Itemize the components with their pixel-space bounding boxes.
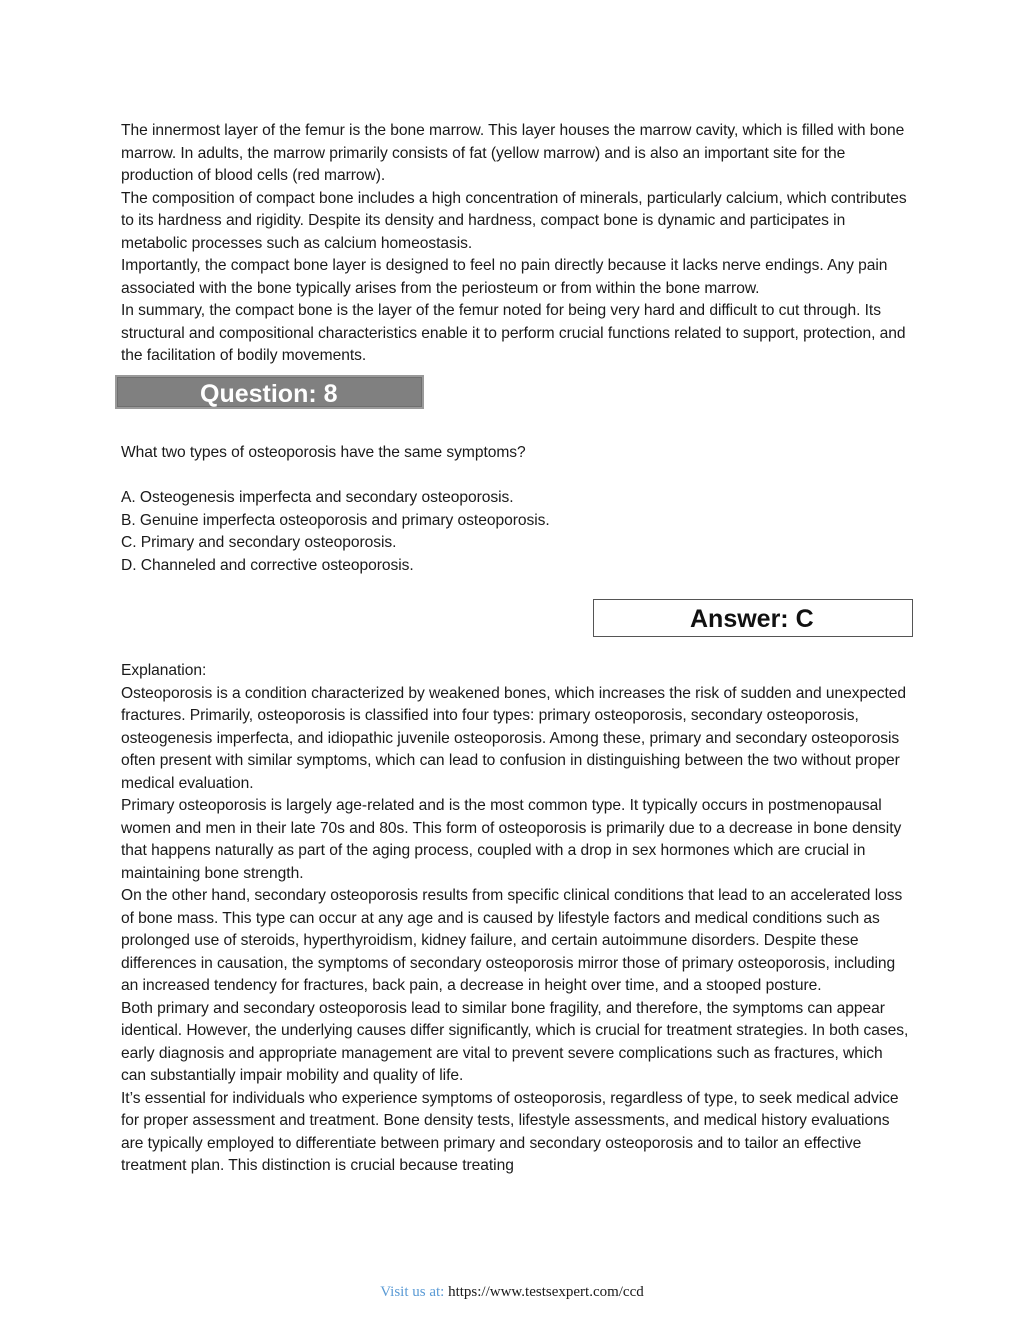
option-c: C. Primary and secondary osteoporosis. — [121, 534, 397, 551]
footer-url-link[interactable]: https://www.testsexpert.com/ccd — [448, 1284, 644, 1300]
explanation-paragraph: Both primary and secondary osteoporosis lead to similar bone fragility, and therefore, the symptoms can appear identical. However, the underlying causes differ significantly, which is crucial for treatment strategies. In both cases, early diagnosis and appropriate management are vital to prevent severe complications such as fractures, which can substantially impair mobility and quality of life. — [121, 999, 909, 1084]
intro-section — [121, 120, 911, 368]
question-heading: Question: 8 — [200, 380, 338, 408]
answer-box — [593, 599, 913, 637]
intro-paragraph: In summary, the compact bone is the layer of the femur noted for being very hard and difficult to cut through. Its structural and compositional characteristics enable it to perform crucial functions related to support, protection, and the facilitation of bodily movements. — [121, 302, 906, 364]
intro-paragraph: The innermost layer of the femur is the bone marrow. This layer houses the marrow cavity, which is filled with bone marrow. In adults, the marrow primarily consists of fat (yellow marrow) and is also an important site for the production of blood cells (red marrow). — [121, 122, 905, 184]
explanation-section — [121, 660, 911, 1178]
option-a: A. Osteogenesis imperfecta and secondary osteoporosis. — [121, 489, 514, 506]
question-text-section — [121, 442, 911, 465]
question-heading-bar — [115, 375, 424, 409]
explanation-paragraph: Primary osteoporosis is largely age-related and is the most common type. It typically occurs in postmenopausal women and men in their late 70s and 80s. This form of osteoporosis is primarily due to a decrease in bone density that happens naturally as part of the aging process, coupled with a drop in sex hormones which are crucial in maintaining bone strength. — [121, 797, 902, 882]
explanation-heading: Explanation: — [121, 662, 207, 679]
intro-paragraph: Importantly, the compact bone layer is designed to feel no pain directly because it lacks nerve endings. Any pain associated with the bone typically arises from the periosteum or from within the bone marrow. — [121, 257, 888, 297]
explanation-paragraph: It’s essential for individuals who experience symptoms of osteoporosis, regardless of type, to seek medical advice for proper assessment and treatment. Bone density tests, lifestyle assessments, and medical history evaluations are typically employed to differentiate between primary and secondary osteoporosis and to tailor an effective treatment plan. This distinction is crucial because treating — [121, 1089, 899, 1174]
footer-visit-label: Visit us at: — [380, 1284, 445, 1300]
intro-paragraph: The composition of compact bone includes a high concentration of minerals, particularly calcium, which contributes to its hardness and rigidity. Despite its density and hardness, compact bone is dynamic and participates in metabolic processes such as calcium homeostasis. — [121, 189, 907, 252]
answer-options — [121, 487, 911, 577]
explanation-paragraph: Osteoporosis is a condition characterized by weakened bones, which increases the risk of sudden and unexpected fractures. Primarily, osteoporosis is classified into four types: primary osteoporosis, secondary osteoporosis, osteogenesis imperfecta, and idiopathic juvenile osteoporosis. Among these, primary and secondary osteoporosis often present with similar symptoms, which can lead to confusion in distinguishing between the two without proper medical evaluation. — [121, 684, 907, 792]
explanation-paragraph: On the other hand, secondary osteoporosis results from specific clinical conditions that lead to an accelerated loss of bone mass. This type can occur at any age and is caused by lifestyle factors and medical conditions such as prolonged use of steroids, hyperthyroidism, kidney failure, and certain autoimmune disorders. Despite these differences in causation, the symptoms of secondary osteoporosis mirror those of primary osteoporosis, including an increased tendency for fractures, back pain, a decrease in height over time, and a stooped posture. — [121, 887, 903, 994]
question-text: What two types of osteoporosis have the same symptoms? — [121, 444, 526, 461]
answer-label: Answer: C — [690, 605, 814, 633]
option-b: B. Genuine imperfecta osteoporosis and primary osteoporosis. — [121, 511, 550, 529]
option-d: D. Channeled and corrective osteoporosis. — [121, 556, 414, 574]
page-footer — [0, 1284, 1024, 1301]
